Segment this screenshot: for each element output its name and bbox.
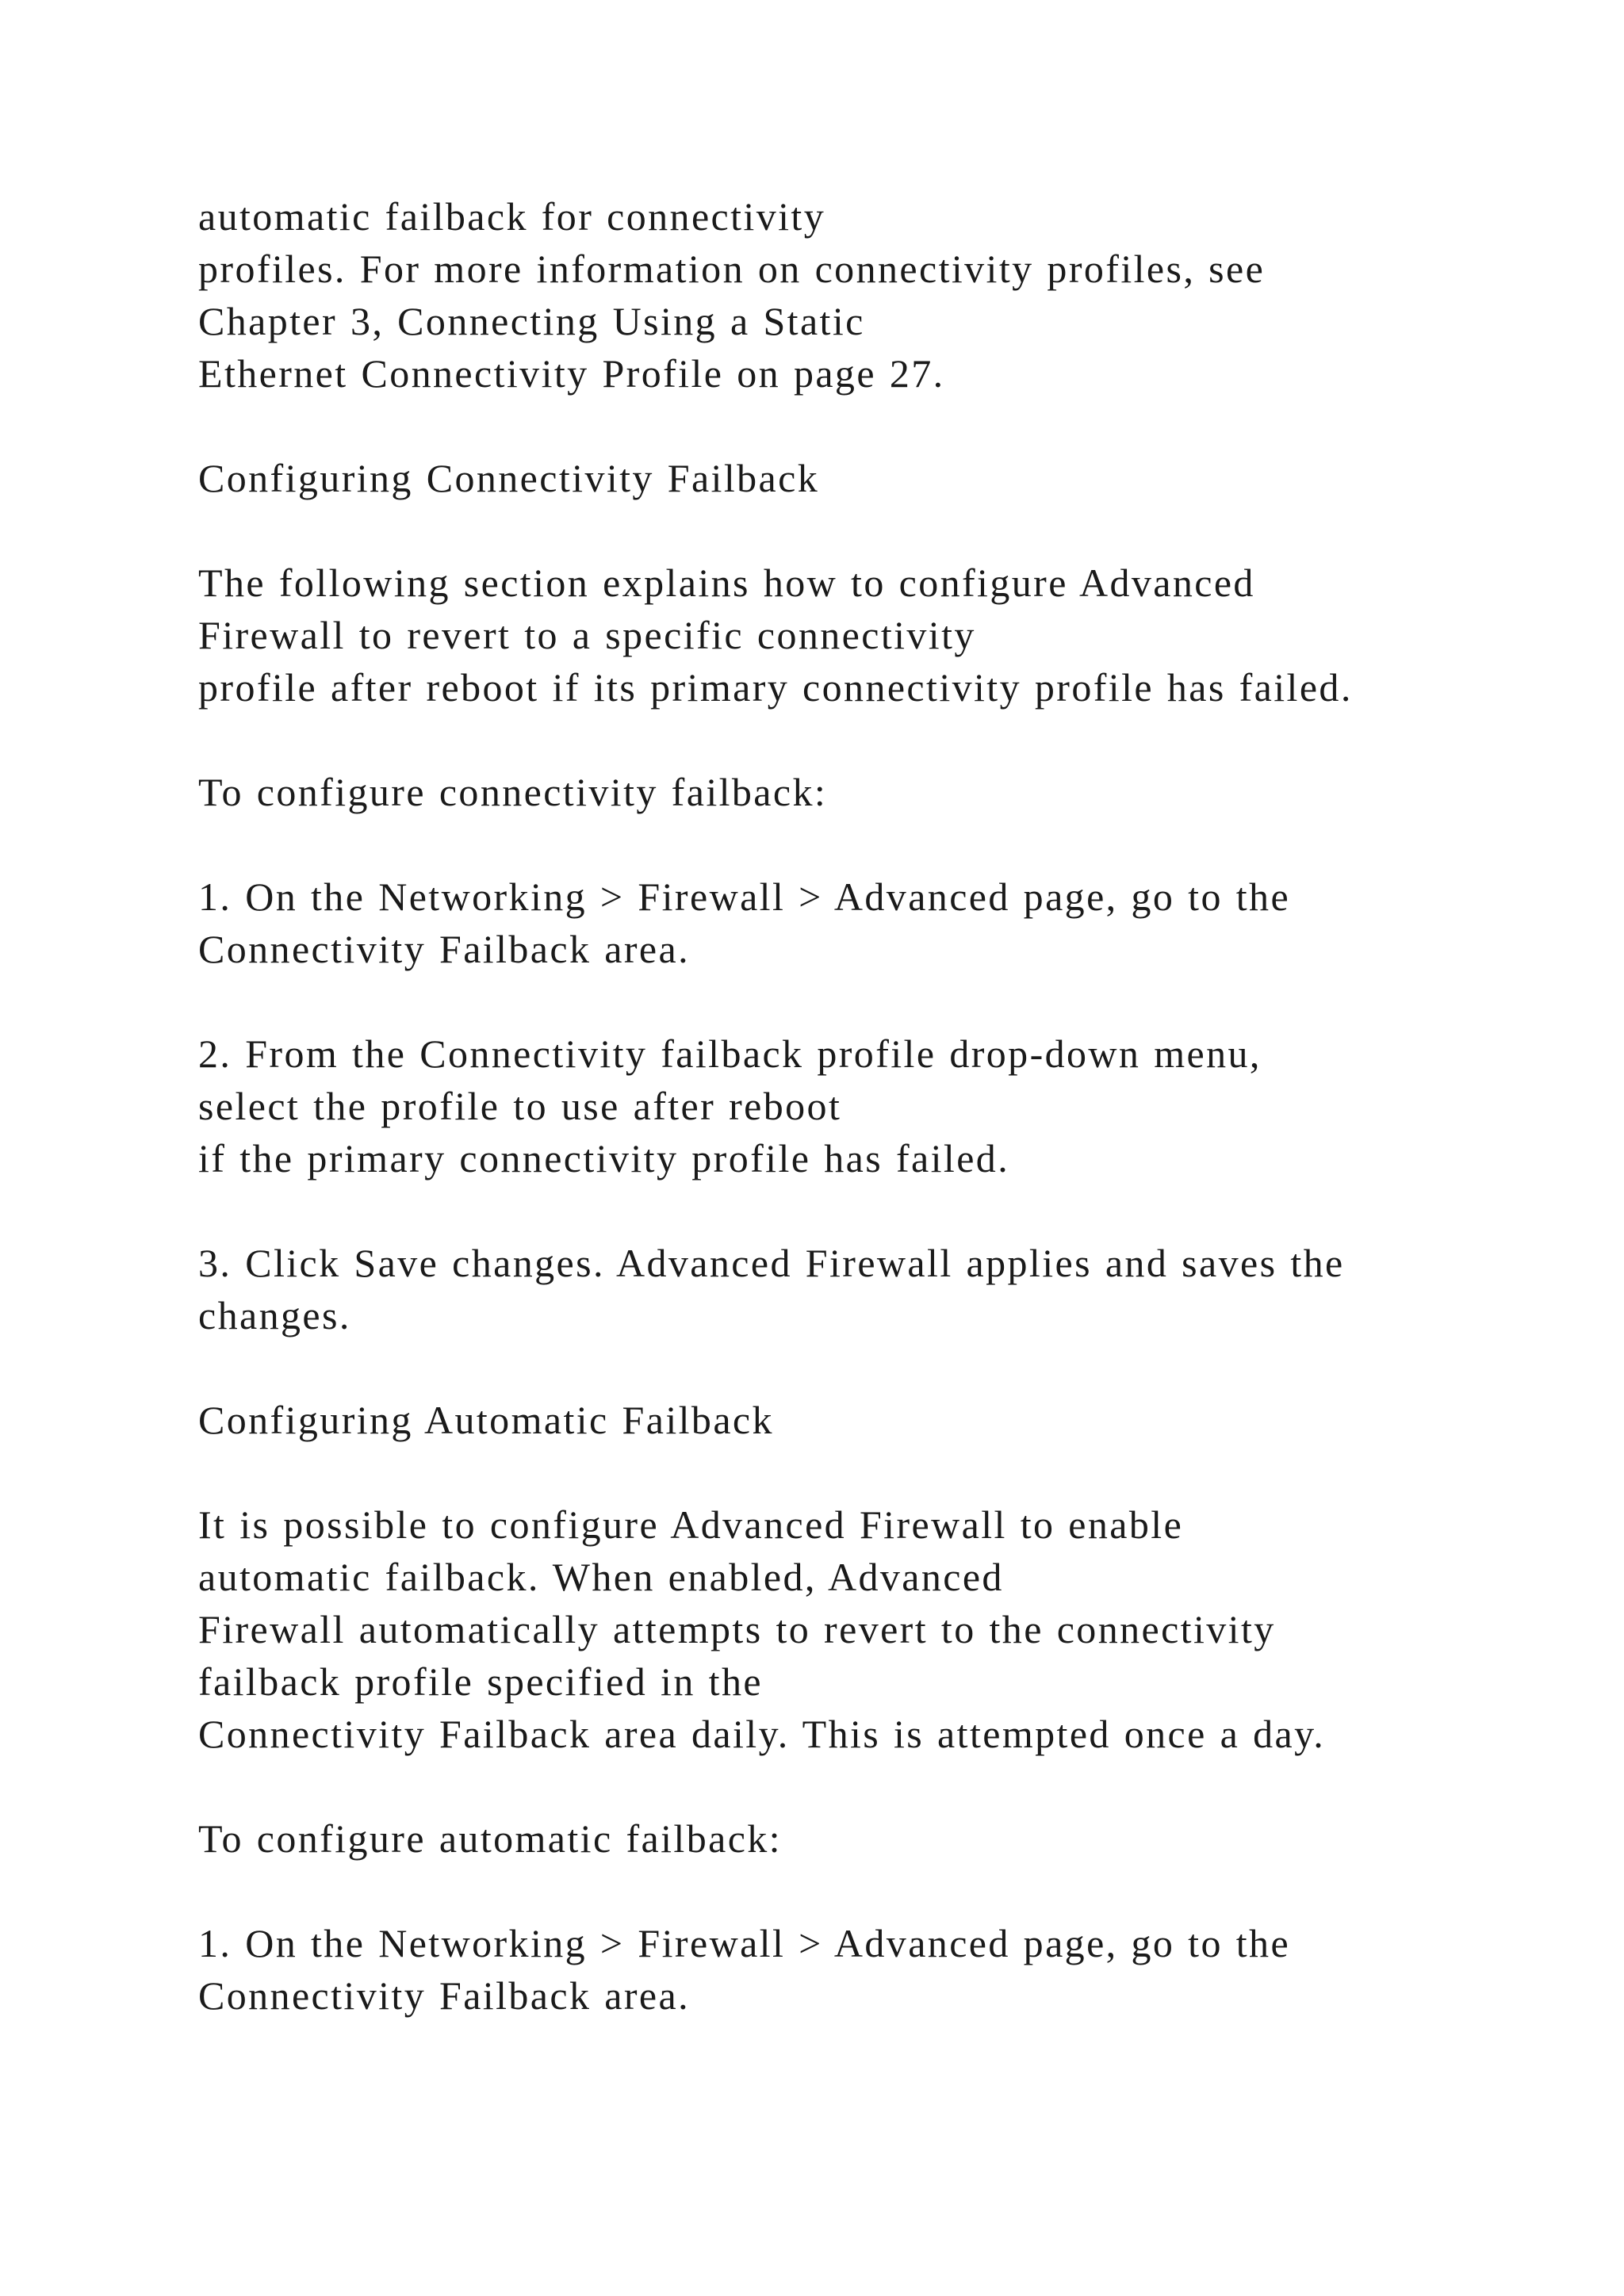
body-line: Connectivity Failback area daily. This is attempted once a day. <box>198 1712 1326 1756</box>
body-line: automatic failback. When enabled, Advanced <box>198 1555 1004 1599</box>
paragraph-gap <box>198 818 1610 871</box>
body-line: automatic failback for connectivity <box>198 194 826 239</box>
body-line: The following section explains how to configure Advanced <box>198 561 1255 605</box>
body-line: Firewall automatically attempts to revert to the connectivity <box>198 1607 1276 1651</box>
body-line: Ethernet Connectivity Profile on page 27. <box>198 351 945 396</box>
document-body <box>198 190 1610 2022</box>
paragraph-gap <box>198 1341 1610 1394</box>
step-line: 1. On the Networking > Firewall > Advanced page, go to the <box>198 1921 1291 1965</box>
section-heading: Configuring Connectivity Failback <box>198 456 820 500</box>
procedure-intro: To configure connectivity failback: <box>198 770 828 814</box>
paragraph-gap <box>198 400 1610 452</box>
body-line: It is possible to configure Advanced Firewall to enable <box>198 1502 1184 1547</box>
step-line: select the profile to use after reboot <box>198 1084 842 1128</box>
step-line: Connectivity Failback area. <box>198 927 690 971</box>
body-line: profile after reboot if its primary connectivity profile has failed. <box>198 665 1353 710</box>
step-line: Connectivity Failback area. <box>198 1973 690 2018</box>
body-line: failback profile specified in the <box>198 1659 763 1704</box>
paragraph-gap <box>198 975 1610 1027</box>
step-line: 1. On the Networking > Firewall > Advanced page, go to the <box>198 874 1291 919</box>
paragraph-gap <box>198 1865 1610 1917</box>
section-heading: Configuring Automatic Failback <box>198 1398 774 1442</box>
body-line: profiles. For more information on connectivity profiles, see <box>198 247 1266 291</box>
procedure-intro: To configure automatic failback: <box>198 1816 782 1861</box>
body-line: Chapter 3, Connecting Using a Static <box>198 299 865 343</box>
paragraph-gap <box>198 1760 1610 1812</box>
step-line: 2. From the Connectivity failback profile drop-down menu, <box>198 1031 1262 1076</box>
paragraph-gap <box>198 504 1610 557</box>
paragraph-gap <box>198 1184 1610 1237</box>
body-line: Firewall to revert to a specific connectivity <box>198 613 976 657</box>
step-line: changes. <box>198 1293 351 1337</box>
step-line: 3. Click Save changes. Advanced Firewall applies and saves the <box>198 1241 1345 1285</box>
paragraph-gap <box>198 1446 1610 1498</box>
paragraph-gap <box>198 714 1610 766</box>
step-line: if the primary connectivity profile has failed. <box>198 1136 1010 1181</box>
